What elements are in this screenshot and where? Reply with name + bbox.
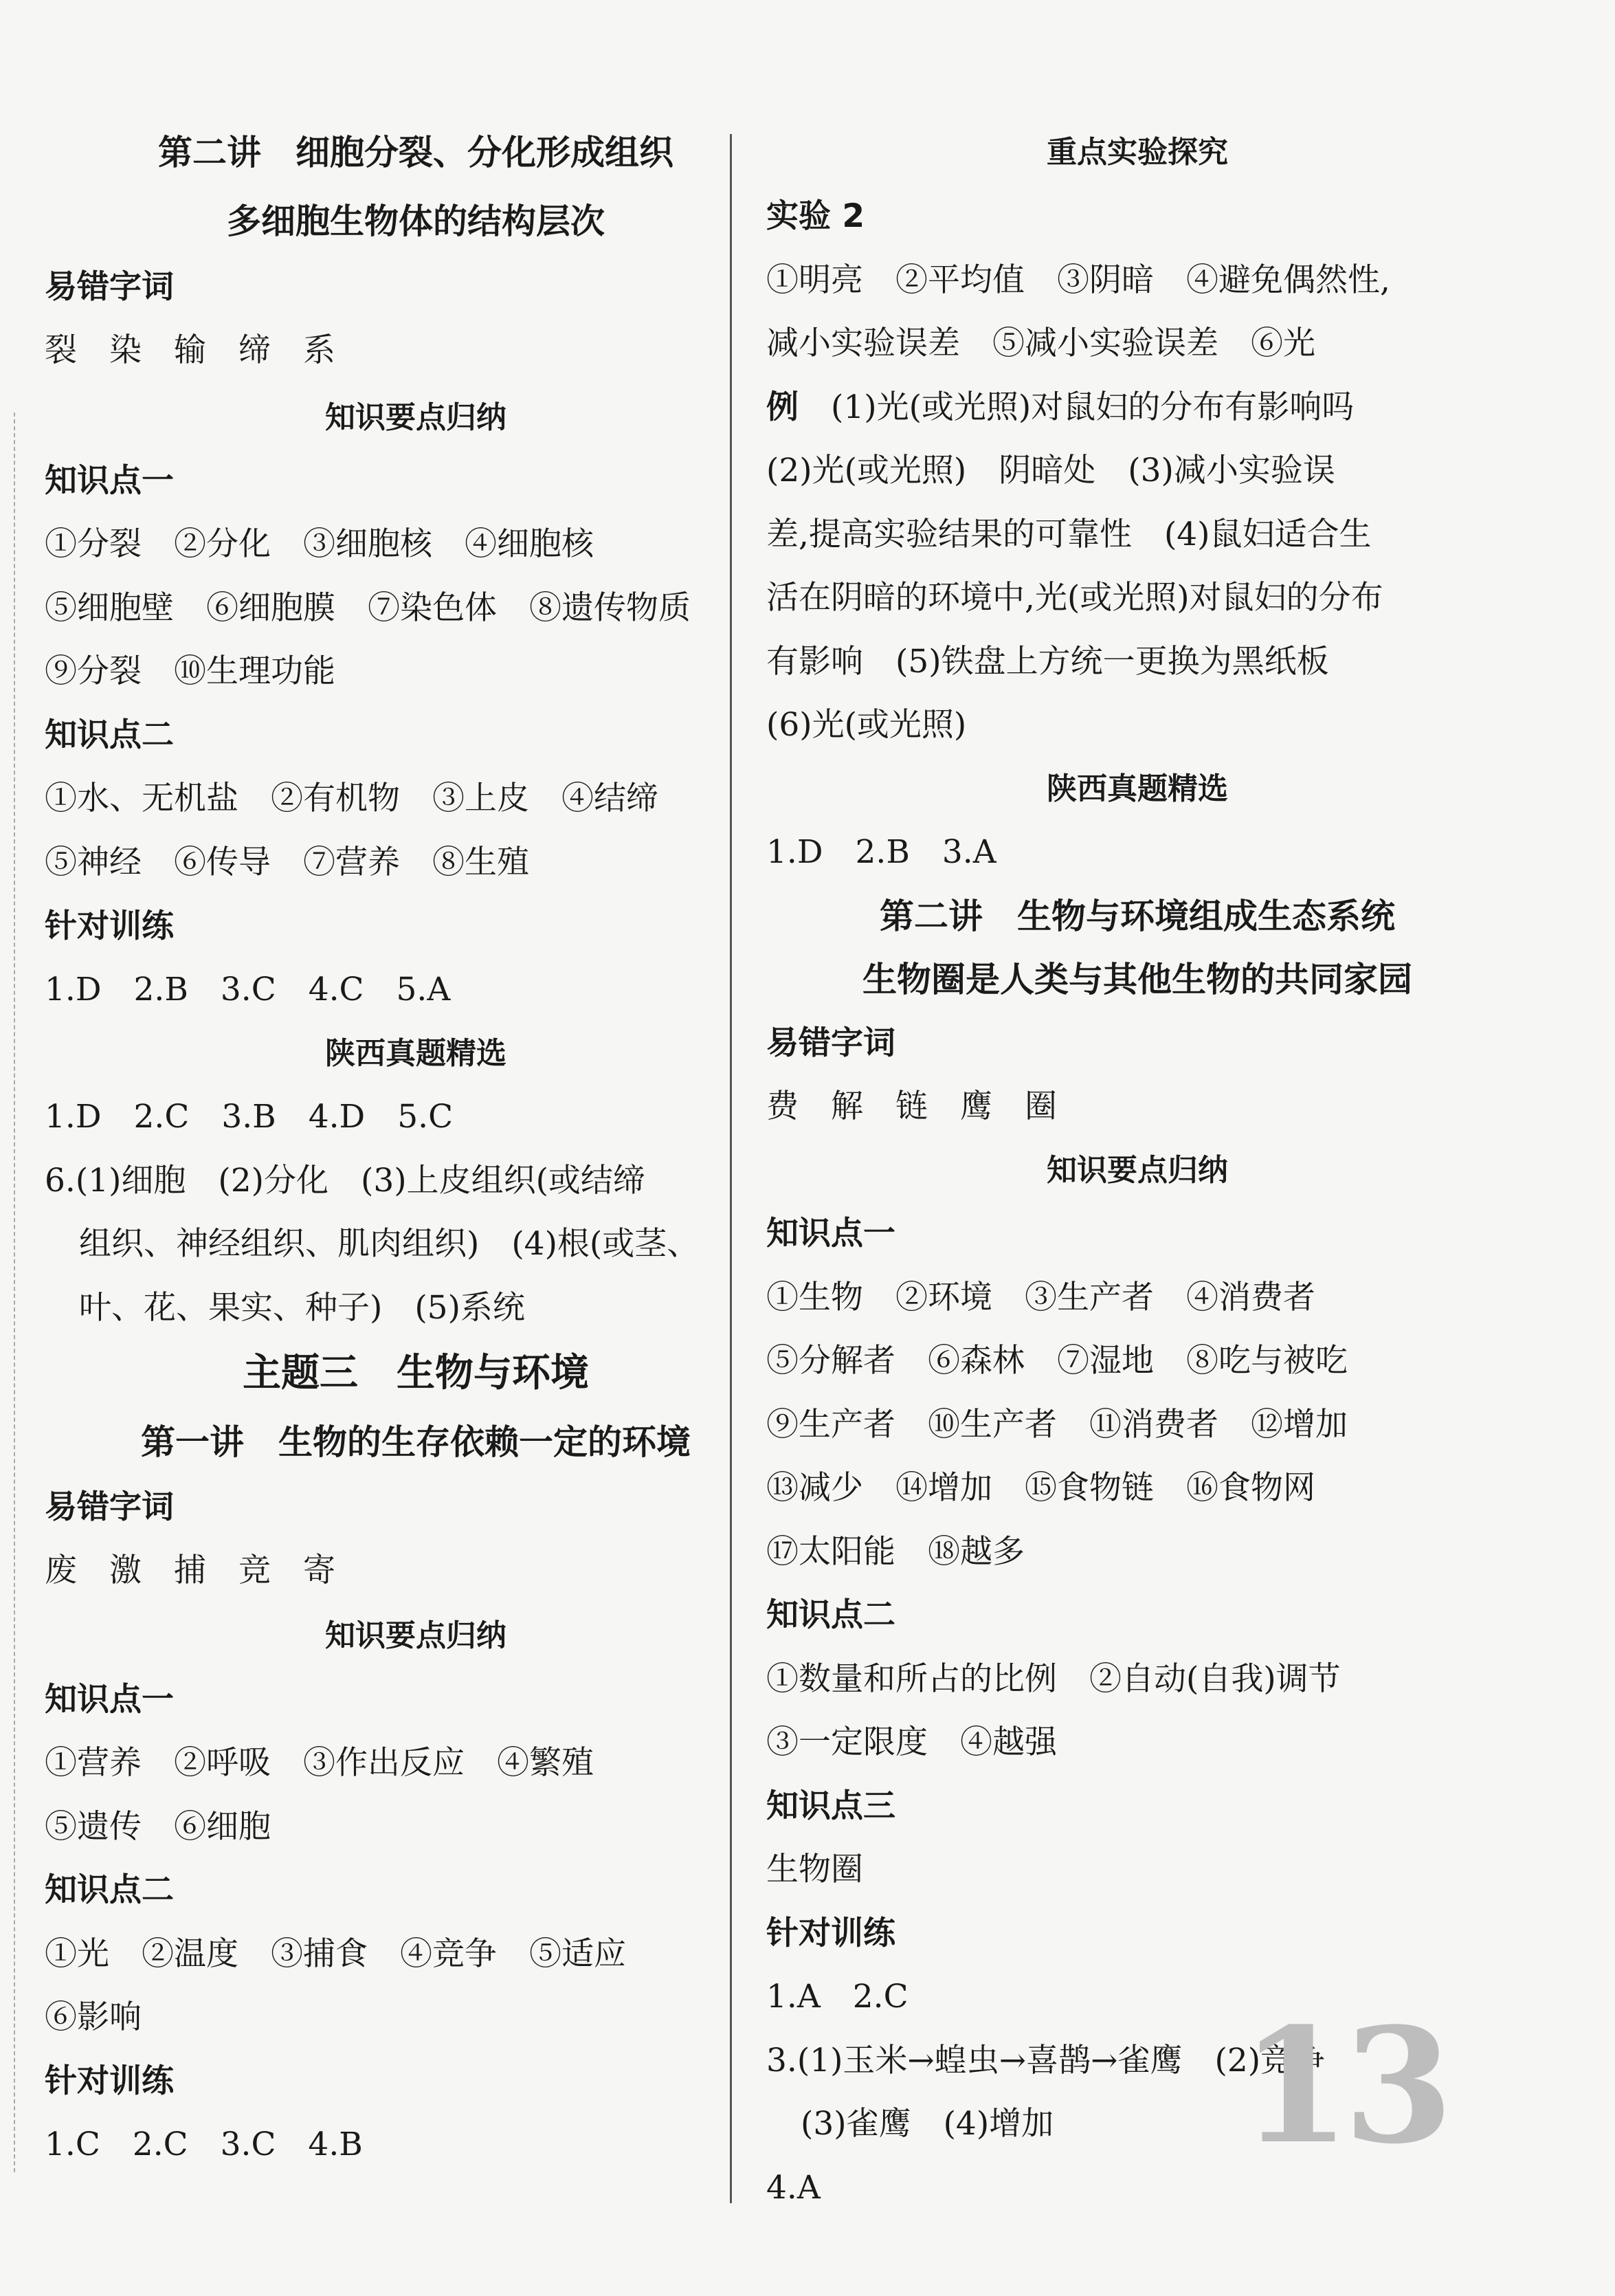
section-label: 知识点一 [45,1681,174,1719]
answer-line: ①明亮 ②平均值 ③阴暗 ④避免偶然性, [766,261,1390,299]
answer-line: 3.(1)玉米→蝗虫→喜鹊→雀鹰 (2)竞争 [766,2042,1326,2079]
answer-line: ⑬减少 ⑭增加 ⑮食物链 ⑯食物网 [766,1469,1315,1507]
section-label: 知识点三 [766,1787,895,1825]
answer-line: ⑨分裂 ⑩生理功能 [45,652,335,690]
answer-line: (2)光(或光照) 阴暗处 (3)减小实验误 [766,452,1335,489]
section-label: 知识点二 [45,1871,174,1909]
answer-line: 组织、神经组织、肌肉组织) (4)根(或茎、 [79,1225,700,1263]
section-label: 易错字词 [45,1488,174,1526]
answer-line: 1.D 2.B 3.C 4.C 5.A [45,971,451,1008]
example-text: (1)光(或光照)对鼠妇的分布有影响吗 [799,388,1355,426]
left-column [45,0,787,2296]
answer-line: 活在阴暗的环境中,光(或光照)对鼠妇的分布 [766,579,1383,617]
answer-line: 1.D 2.C 3.B 4.D 5.C [45,1098,454,1136]
section-label: 易错字词 [45,268,174,306]
answer-line: 1.A 2.C [766,1978,909,2016]
answer-line [766,387,1508,428]
lecture-title: 第二讲 细胞分裂、分化形成组织 [158,133,673,173]
answer-line: ①数量和所占的比例 ②自动(自我)调节 [766,1660,1341,1698]
section-label: 针对训练 [45,907,174,945]
section-heading: 知识要点归纳 [1047,1153,1228,1188]
section-heading: 知识要点归纳 [325,400,506,435]
answer-line: ①分裂 ②分化 ③细胞核 ④细胞核 [45,525,594,563]
answer-line: 1.C 2.C 3.C 4.B [45,2126,363,2163]
answer-line: (3)雀鹰 (4)增加 [801,2105,1054,2143]
answer-line: ③一定限度 ④越强 [766,1723,1057,1761]
answer-line: 生物圈 [766,1851,863,1888]
answer-line: ⑤分解者 ⑥森林 ⑦湿地 ⑧吃与被吃 [766,1342,1348,1380]
section-heading: 重点实验探究 [1047,135,1228,170]
section-label: 针对训练 [45,2062,174,2100]
example-label: 例 [766,388,799,426]
answer-line: 差,提高实验结果的可靠性 (4)鼠妇适合生 [766,516,1372,553]
answer-line: ⑤神经 ⑥传导 ⑦营养 ⑧生殖 [45,843,529,881]
answer-line: 1.D 2.B 3.A [766,833,996,871]
answer-line: ⑤遗传 ⑥细胞 [45,1808,271,1846]
lecture-title: 第一讲 生物的生存依赖一定的环境 [141,1422,691,1462]
answer-line: 减小实验误差 ⑤减小实验误差 ⑥光 [766,324,1315,362]
answer-line: ⑥影响 [45,1998,142,2036]
lecture-title: 第二讲 生物与环境组成生态系统 [880,896,1395,936]
section-label: 实验 2 [766,197,865,235]
section-heading: 知识要点归纳 [325,1618,506,1653]
section-heading: 陕西真题精选 [1047,771,1228,806]
answer-line: 有影响 (5)铁盘上方统一更换为黑纸板 [766,643,1329,681]
answer-line: ①光 ②温度 ③捕食 ④竞争 ⑤适应 [45,1935,626,1973]
answer-line: 费 解 链 鹰 圈 [766,1088,1057,1125]
answer-line: ⑤细胞壁 ⑥细胞膜 ⑦染色体 ⑧遗传物质 [45,589,691,627]
answer-line: ①水、无机盐 ②有机物 ③上皮 ④结缔 [45,780,658,817]
answer-line: 4.A [766,2169,821,2207]
page-number: 13 [1240,1994,1447,2179]
section-label: 知识点二 [766,1596,895,1634]
answer-line: ⑰太阳能 ⑱越多 [766,1533,1025,1571]
answer-line: 裂 染 输 缔 系 [45,331,335,369]
section-heading: 陕西真题精选 [325,1036,506,1071]
section-label: 知识点一 [766,1215,895,1252]
section-label: 知识点二 [45,716,174,754]
answer-line: 废 激 捕 竞 寄 [45,1552,335,1589]
answer-line: 叶、花、果实、种子) (5)系统 [79,1289,525,1327]
answer-line: 6.(1)细胞 (2)分化 (3)上皮组织(或结缔 [45,1162,645,1200]
section-label: 易错字词 [766,1024,895,1062]
section-label: 针对训练 [766,1914,895,1952]
answer-line: ①生物 ②环境 ③生产者 ④消费者 [766,1279,1315,1316]
answer-line: ①营养 ②呼吸 ③作出反应 ④繁殖 [45,1744,594,1782]
right-column [766,0,1508,2296]
answer-line: ⑨生产者 ⑩生产者 ⑪消费者 ⑫增加 [766,1406,1348,1444]
section-label: 知识点一 [45,462,174,500]
answer-line: (6)光(或光照) [766,706,967,744]
theme-title: 主题三 生物与环境 [243,1351,589,1395]
lecture-subtitle: 生物圈是人类与其他生物的共同家园 [862,960,1412,1000]
lecture-subtitle: 多细胞生物体的结构层次 [227,201,605,241]
margin-dashed-line [14,412,15,2172]
